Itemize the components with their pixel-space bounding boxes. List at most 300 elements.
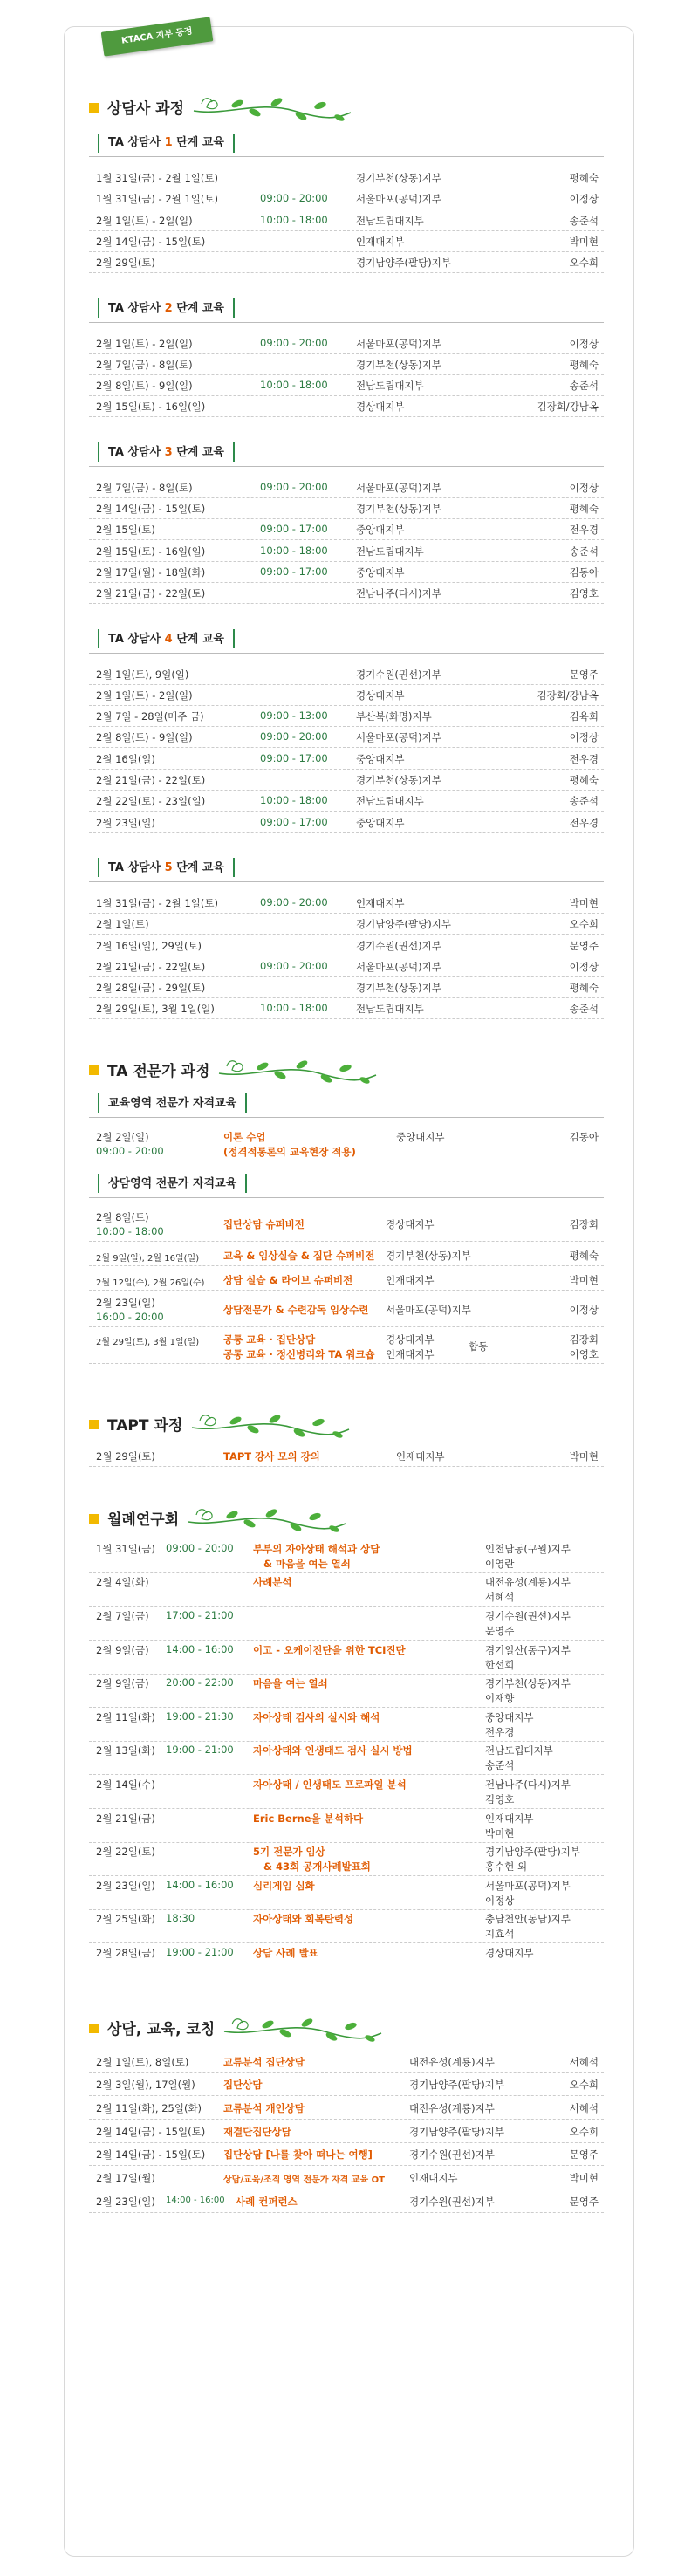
row-date: 2월 3일(월), 17일(월) (96, 2079, 195, 2092)
row-date: 2월 21일(금) (96, 1812, 155, 1825)
sub-bar-left (98, 134, 99, 153)
row-time: 09:00 - 17:00 (260, 523, 328, 536)
row-program: 공통 교육 · 집단상담 (223, 1333, 316, 1346)
row-place: 서울마포(공덕)지부 (356, 337, 441, 350)
schedule-row (89, 769, 604, 791)
row-place: 부산북(화명)지부 (356, 710, 432, 723)
row-place: 경기수원(권선)지부 (409, 2148, 495, 2162)
row-date: 2월 14일(금) - 15일(토) (96, 2125, 206, 2138)
row-date: 2월 11일(화), 25일(화) (96, 2101, 202, 2114)
row-name: 문영주 (569, 939, 599, 952)
row-name: 박미현 (569, 1273, 599, 1286)
row-name: 김육희 (569, 710, 599, 723)
row-time: 09:00 - 17:00 (260, 565, 328, 578)
row-date: 2월 22일(토) (96, 1846, 155, 1859)
row-date: 2월 21일(금) - 22일(토) (96, 587, 206, 600)
row-date: 2월 21일(금) - 22일(토) (96, 774, 206, 786)
monthly-row (89, 1539, 604, 1573)
row-place: 중앙대지부 (396, 1130, 445, 1143)
sub-bar-left (98, 1174, 99, 1193)
row-name: 홍수현 외 (485, 1860, 528, 1874)
row-program: 상담 실습 & 라이브 슈퍼비전 (223, 1273, 353, 1286)
row-date: 2월 1일(토) (96, 918, 149, 931)
row-name: 오수희 (569, 257, 599, 270)
row-name: 이정상 (569, 960, 599, 973)
row-program-detail: 공통 교육 · 정신병리와 TA 워크숍 (223, 1347, 375, 1360)
row-place: 서울마포(공덕)지부 (356, 731, 441, 744)
row-date: 2월 29일(토) (96, 257, 155, 270)
coaching-row (89, 2097, 604, 2120)
edu-expert-subtitle (89, 1093, 256, 1115)
row-time: 14:00 - 16:00 (166, 1642, 234, 1655)
row-time: 16:00 - 20:00 (96, 1310, 164, 1323)
row-date: 2월 14일(금) - 15일(토) (96, 503, 206, 515)
row-date: 1월 31일(금) (96, 1542, 155, 1555)
row-place: 인재대지부 (356, 235, 405, 248)
vine-decoration-icon (184, 1503, 350, 1538)
row-date: 1월 31일(금) - 2월 1일(토) (96, 896, 218, 909)
expert-row (89, 1127, 604, 1161)
row-time: 17:00 - 21:00 (166, 1608, 234, 1621)
row-name: 박미현 (569, 1449, 599, 1463)
row-place: 경상대지부 (356, 689, 405, 702)
sub-bar-left (98, 858, 99, 877)
row-name: 박미현 (569, 896, 599, 909)
ta-level-5-title (89, 857, 243, 880)
row-place: 경기남양주(팔당)지부 (356, 918, 451, 931)
row-place: 경기남양주(팔당)지부 (409, 2079, 504, 2092)
row-name: 한선희 (485, 1658, 515, 1671)
row-name: 이정상 (569, 337, 599, 350)
row-place: 경기수원(권선)지부 (356, 668, 441, 681)
row-date: 2월 4일(화) (96, 1576, 149, 1589)
row-name: 이재향 (485, 1692, 515, 1705)
row-date: 2월 14일(금) - 15일(토) (96, 235, 206, 248)
schedule-row (89, 812, 604, 833)
row-date: 2월 1일(토), 9일(일) (96, 668, 189, 681)
row-program: 부부의 자아상태 해석과 상담 (253, 1542, 380, 1555)
row-date: 2월 13일(화) (96, 1744, 155, 1757)
row-place: 인재대지부 (485, 1812, 534, 1825)
row-place: 경상대지부 (386, 1217, 435, 1230)
row-name: 전우경 (569, 816, 599, 829)
row-name: 오수희 (569, 2125, 599, 2138)
row-time: 09:00 - 20:00 (260, 895, 328, 908)
schedule-row (89, 476, 604, 498)
row-name: 전우경 (485, 1725, 515, 1738)
row-place: 전남도립대지부 (356, 1003, 424, 1016)
section-title: 상담, 교육, 코칭 (107, 2020, 216, 2038)
row-name: 김동아 (569, 1130, 599, 1143)
ta-level-1-title (89, 132, 243, 154)
row-date: 2월 7일(금) (96, 1609, 149, 1622)
monthly-row (89, 1842, 604, 1876)
monthly-row (89, 1641, 604, 1675)
sub-underline (89, 156, 604, 157)
row-name: 문영주 (569, 668, 599, 681)
row-date: 2월 1일(토), 8일(토) (96, 2055, 189, 2068)
row-program: Eric Berne을 분석하다 (253, 1812, 364, 1825)
row-name-2: 이영호 (569, 1347, 599, 1360)
row-name: 평혜숙 (569, 172, 599, 184)
schedule-row (89, 790, 604, 812)
row-place: 경기부천(상동)지부 (356, 982, 441, 995)
row-date: 1월 31일(금) - 2월 1일(토) (96, 193, 218, 206)
row-date: 2월 8일(토) - 9일(일) (96, 731, 193, 744)
expert-row (89, 1330, 604, 1364)
level-prefix: TA 상담사 (108, 301, 165, 315)
row-program-detail: (정격적통론의 교육현장 적용) (223, 1145, 356, 1158)
row-place: 인재대지부 (409, 2172, 458, 2184)
monthly-row (89, 1674, 604, 1708)
row-date: 2월 9일(금) (96, 1677, 149, 1690)
row-program-detail: & 마음을 여는 열쇠 (263, 1557, 351, 1570)
row-name: 전우경 (569, 752, 599, 765)
sub-underline (89, 1117, 604, 1118)
level-number: 3 (164, 445, 173, 459)
section-title: 월례연구회 (107, 1511, 180, 1529)
schedule-row (89, 374, 604, 396)
level-prefix: TA 상담사 (108, 445, 165, 459)
row-time: 10:00 - 18:00 (260, 794, 328, 807)
row-place: 대전유성(계룡)지부 (409, 2101, 495, 2114)
row-name: 송준석 (485, 1759, 515, 1772)
row-date: 2월 15일(토) - 16일(일) (96, 401, 206, 414)
row-time: 09:00 - 20:00 (166, 1541, 234, 1554)
row-date: 2월 12일(수), 2월 26일(수) (96, 1278, 205, 1288)
row-name: 이정상 (485, 1894, 515, 1907)
row-time: 10:00 - 18:00 (260, 379, 328, 392)
monthly-row (89, 1607, 604, 1641)
row-name: 송준석 (569, 545, 599, 558)
row-time: 19:00 - 21:00 (166, 1945, 234, 1958)
row-time: 10:00 - 18:00 (260, 213, 328, 226)
row-place: 전남나주(다시)지부 (356, 587, 441, 600)
level-suffix: 단계 교육 (172, 445, 224, 459)
row-date: 2월 8일(토) - 9일(일) (96, 380, 193, 393)
row-date: 2월 1일(토) - 2일(일) (96, 214, 193, 227)
row-place: 경상대지부 (485, 1946, 534, 1959)
row-place: 경기수원(권선)지부 (356, 939, 441, 952)
row-place: 경기부천(상동)지부 (356, 358, 441, 371)
schedule-row (89, 251, 604, 273)
coaching-row (89, 2120, 604, 2143)
row-time: 09:00 - 20:00 (260, 480, 328, 493)
level-number: 2 (164, 301, 173, 315)
row-place: 전남도립대지부 (356, 545, 424, 558)
schedule-row (89, 748, 604, 770)
sub-bar-right (233, 858, 235, 877)
row-name: 김영호 (569, 587, 599, 600)
row-program: 자아상태와 인생태도 검사 실시 방법 (253, 1744, 413, 1757)
vine-decoration-icon (188, 1408, 353, 1443)
row-program: 이고 - 오케이진단을 위한 TCI진단 (253, 1643, 406, 1656)
schedule-row (89, 684, 604, 706)
row-date: 2월 29일(토), 3월 1일(일) (96, 1003, 215, 1016)
row-name: 박미현 (569, 235, 599, 248)
branch-news-tag: KTACA 지부 동정 (101, 17, 214, 56)
row-name: 송준석 (569, 795, 599, 808)
row-program: 사례 컨퍼런스 (236, 2195, 298, 2208)
row-time: 10:00 - 18:00 (260, 544, 328, 557)
row-name: 서혜석 (485, 1591, 515, 1604)
schedule-row (89, 230, 604, 252)
row-place: 전남도립대지부 (356, 214, 424, 227)
row-place: 서울마포(공덕)지부 (356, 193, 441, 206)
row-place: 중앙대지부 (356, 565, 405, 579)
row-date: 2월 29일(토) (96, 1449, 155, 1463)
row-program: 상담전문가 & 수련감독 임상수련 (223, 1303, 369, 1316)
row-name: 이정상 (569, 193, 599, 206)
schedule-row (89, 497, 604, 519)
row-name: 김동아 (569, 565, 599, 579)
row-date: 2월 9일(금) (96, 1643, 149, 1656)
row-place: 전남도립대지부 (485, 1744, 553, 1757)
row-program: 마음을 여는 열쇠 (253, 1677, 328, 1690)
section-coaching (89, 2012, 386, 2037)
row-name: 이정상 (569, 731, 599, 744)
row-date: 2월 14일(수) (96, 1778, 155, 1791)
row-program: 상담/교육/조직 영역 전문가 자격 교육 OT (223, 2175, 385, 2185)
row-time: 20:00 - 22:00 (166, 1676, 234, 1689)
row-name: 문영주 (485, 1624, 515, 1637)
coaching-row (89, 2143, 604, 2166)
row-joint-label: 합동 (469, 1339, 489, 1353)
row-date: 2월 29일(토), 3월 1일(일) (96, 1337, 200, 1347)
schedule-row (89, 976, 604, 998)
row-place: 중앙대지부 (356, 524, 405, 537)
schedule-row (89, 997, 604, 1019)
schedule-row (89, 956, 604, 977)
schedule-row (89, 726, 604, 748)
section-title: TA 전문가 과정 (107, 1062, 210, 1080)
row-date: 2월 21일(금) - 22일(토) (96, 960, 206, 973)
row-program: 집단상담 (223, 2079, 263, 2092)
sub-underline (89, 466, 604, 467)
row-time: 09:00 - 20:00 (260, 959, 328, 972)
row-name: 서혜석 (569, 2055, 599, 2068)
row-date: 2월 11일(화) (96, 1710, 155, 1723)
schedule-row (89, 188, 604, 209)
row-date: 2월 22일(토) - 23일(일) (96, 795, 206, 808)
row-time: 09:00 - 20:00 (260, 336, 328, 349)
row-program: 상담 사례 발표 (253, 1946, 318, 1959)
row-date: 2월 28일(금) - 29일(토) (96, 982, 206, 995)
schedule-row (89, 540, 604, 562)
row-place: 경상대지부 (386, 1333, 435, 1346)
row-program: 사례분석 (253, 1576, 292, 1589)
monthly-row (89, 1809, 604, 1843)
expert-row (89, 1244, 604, 1266)
level-suffix: 단계 교육 (172, 301, 224, 315)
row-date: 2월 23일(일) (96, 1296, 155, 1309)
row-place: 서울마포(공덕)지부 (356, 960, 441, 973)
row-time: 09:00 - 20:00 (260, 730, 328, 743)
schedule-row (89, 705, 604, 727)
row-place: 경상대지부 (356, 401, 405, 414)
row-name: 송준석 (569, 214, 599, 227)
row-place: 경기남양주(팔당)지부 (409, 2125, 504, 2138)
schedule-row (89, 561, 604, 583)
section-expert (89, 1054, 380, 1079)
row-place: 경기부천(상동)지부 (356, 172, 441, 184)
row-name: 평혜숙 (569, 358, 599, 371)
row-program-detail: & 43회 공개사례발표회 (263, 1860, 371, 1874)
sub-bar-right (233, 134, 235, 153)
level-suffix: 단계 교육 (172, 632, 224, 646)
monthly-row (89, 1909, 604, 1943)
coaching-row (89, 2073, 604, 2096)
level-number: 5 (164, 860, 173, 874)
sub-bar-right (245, 1093, 247, 1113)
row-date: 1월 31일(금) - 2월 1일(토) (96, 172, 218, 184)
row-program: 집단상담 [나를 찾아 떠나는 여행] (223, 2148, 373, 2162)
row-place-2: 인재대지부 (386, 1347, 435, 1360)
row-date: 2월 17일(월) (96, 2172, 155, 2184)
section-bullet-icon (89, 1065, 99, 1075)
row-date: 2월 23일(일) (96, 816, 155, 829)
section-counselor (89, 92, 355, 116)
row-name: 박미현 (569, 2172, 599, 2184)
row-name: 김장회 (569, 1217, 599, 1230)
row-place: 중앙대지부 (356, 816, 405, 829)
schedule-row (89, 892, 604, 914)
section-monthly (89, 1503, 350, 1527)
row-place: 경기부천(상동)지부 (356, 774, 441, 786)
row-name: 문영주 (569, 2148, 599, 2162)
row-program: 자아상태 / 인생태도 프로파일 분석 (253, 1778, 407, 1791)
row-date: 2월 15일(토) (96, 524, 155, 537)
row-place: 서울마포(공덕)지부 (356, 481, 441, 494)
section-title: 상담사 과정 (107, 100, 185, 118)
monthly-row (89, 1943, 604, 1977)
vine-decoration-icon (189, 92, 355, 127)
row-date: 2월 2일(일) (96, 1130, 149, 1143)
row-time: 09:00 - 13:00 (260, 709, 328, 723)
row-time: 14:00 - 16:00 (166, 2195, 225, 2205)
row-program: 재결단집단상담 (223, 2125, 291, 2138)
ta-level-2-title (89, 298, 243, 320)
monthly-row (89, 1876, 604, 1910)
row-date: 2월 15일(토) - 16일(일) (96, 545, 206, 558)
row-program: 5기 전문가 임상 (253, 1846, 325, 1859)
row-date: 2월 28일(금) (96, 1946, 155, 1959)
counsel-expert-subtitle (89, 1173, 256, 1196)
row-place: 인재대지부 (386, 1273, 435, 1286)
row-place: 서울마포(공덕)지부 (386, 1303, 471, 1316)
row-date: 2월 7일(금) - 8일(토) (96, 481, 193, 494)
row-place: 경기부천(상동)지부 (386, 1249, 471, 1262)
row-name: 김장회 (569, 1333, 599, 1346)
row-date: 2월 17일(월) - 18일(화) (96, 565, 206, 579)
row-place: 경기부천(상동)지부 (356, 503, 441, 515)
sub-bar-right (233, 298, 235, 318)
row-date: 2월 7일(금) - 8일(토) (96, 358, 193, 371)
row-place: 경기부천(상동)지부 (485, 1677, 571, 1690)
section-bullet-icon (89, 1514, 99, 1524)
section-tapt (89, 1408, 353, 1433)
row-date: 2월 16일(일), 29일(토) (96, 939, 202, 952)
row-time: 09:00 - 17:00 (260, 815, 328, 828)
sub-bar-right (233, 629, 235, 648)
row-program: TAPT 강사 모의 강의 (223, 1449, 320, 1463)
sub-bar-left (98, 629, 99, 648)
row-name: 평혜숙 (569, 982, 599, 995)
schedule-row (89, 167, 604, 188)
expert-row (89, 1208, 604, 1242)
row-place: 경기남양주(팔당)지부 (485, 1846, 580, 1859)
level-prefix: TA 상담사 (108, 632, 165, 646)
row-place: 경기수원(권선)지부 (409, 2195, 495, 2208)
row-name: 전우경 (569, 524, 599, 537)
row-name: 문영주 (569, 2195, 599, 2208)
row-program: 교육 & 임상실습 & 집단 슈퍼비전 (223, 1249, 375, 1262)
row-program: 교류분석 집단상담 (223, 2055, 305, 2068)
row-place: 전남도립대지부 (356, 795, 424, 808)
row-date: 2월 9일(일), 2월 16일(일) (96, 1253, 200, 1264)
row-date: 2월 23일(일) (96, 2195, 155, 2208)
sub-bar-left (98, 1093, 99, 1113)
row-name: 오수희 (569, 918, 599, 931)
schedule-row (89, 935, 604, 956)
row-date: 2월 16일(일) (96, 752, 155, 765)
edu-expert-title: 교육영역 전문가 자격교육 (108, 1096, 237, 1110)
row-place: 인재대지부 (396, 1449, 445, 1463)
row-time: 19:00 - 21:00 (166, 1744, 234, 1757)
row-place: 전남나주(다시)지부 (485, 1778, 571, 1791)
row-place: 경기수원(권선)지부 (485, 1609, 571, 1622)
row-program: 자아상태 검사의 실시와 해석 (253, 1710, 380, 1723)
row-place: 경기남양주(팔당)지부 (356, 257, 451, 270)
row-place: 경기일산(동구)지부 (485, 1643, 571, 1656)
ta-level-3-title (89, 442, 243, 464)
row-place: 인재대지부 (356, 896, 405, 909)
row-name: 이정상 (569, 1303, 599, 1316)
ta-level-4-title (89, 628, 243, 651)
row-time: 19:00 - 21:30 (166, 1709, 234, 1723)
row-place: 충남천안(동남)지부 (485, 1913, 571, 1926)
monthly-row (89, 1775, 604, 1809)
counsel-expert-title: 상담영역 전문가 자격교육 (108, 1176, 237, 1190)
row-name: 송준석 (569, 380, 599, 393)
sub-bar-left (98, 298, 99, 318)
level-prefix: TA 상담사 (108, 136, 165, 149)
sub-underline (89, 653, 604, 654)
row-name: 평혜숙 (569, 774, 599, 786)
coaching-row (89, 2167, 604, 2189)
row-date: 2월 14일(금) - 15일(토) (96, 2148, 206, 2162)
row-program: 심리게임 심화 (253, 1879, 315, 1892)
row-name: 서혜석 (569, 2101, 599, 2114)
row-time: 10:00 - 18:00 (96, 1224, 164, 1237)
row-time: 09:00 - 20:00 (96, 1144, 164, 1157)
level-prefix: TA 상담사 (108, 860, 165, 874)
row-name: 김영호 (485, 1792, 515, 1805)
row-program: 자아상태와 회복탄력성 (253, 1913, 354, 1926)
schedule-row (89, 332, 604, 354)
level-suffix: 단계 교육 (172, 860, 224, 874)
schedule-row (89, 913, 604, 935)
sub-underline (89, 322, 604, 323)
schedule-row (89, 663, 604, 685)
sub-bar-right (245, 1174, 247, 1193)
tapt-row (89, 1445, 604, 1467)
level-suffix: 단계 교육 (172, 136, 224, 149)
section-bullet-icon (89, 1420, 99, 1429)
row-place: 중앙대지부 (356, 752, 405, 765)
row-date: 2월 1일(토) - 2일(일) (96, 337, 193, 350)
row-place: 서울마포(공덕)지부 (485, 1879, 571, 1892)
